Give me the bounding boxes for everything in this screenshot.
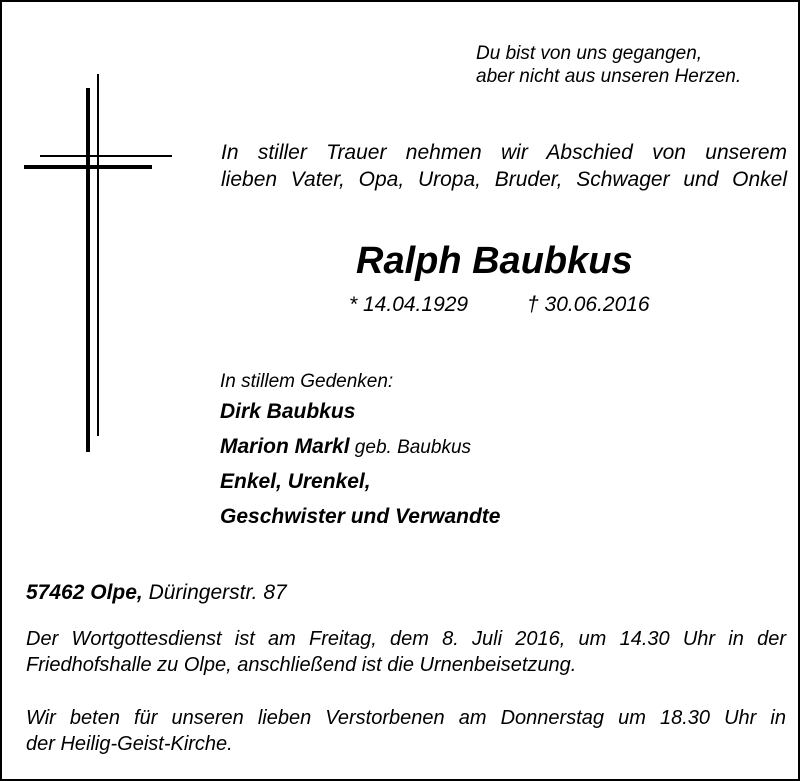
prayer-notice xyxy=(26,705,786,757)
family-address xyxy=(26,579,287,607)
intro-line-2: lieben Vater, Opa, Uropa, Bruder, Schwager und Onkel xyxy=(221,168,787,191)
memorial-quote xyxy=(476,42,741,88)
mourner-name: Geschwister und Verwandte xyxy=(220,505,501,528)
intro-text xyxy=(221,139,787,193)
service-line-2: Friedhofshalle zu Olpe, anschließend ist die Urnenbeisetzung. xyxy=(26,654,577,676)
quote-line-1: Du bist von uns gegangen, xyxy=(476,43,703,64)
service-notice xyxy=(26,626,786,678)
prayer-line-1: Wir beten für unseren lieben Verstorbenen am Donnerstag um 18.30 Uhr in xyxy=(26,707,786,729)
intro-line-1: In stiller Trauer nehmen wir Abschied von unserem xyxy=(221,141,787,164)
mourners-heading: In stillem Gedenken: xyxy=(220,371,394,392)
service-line-1: Der Wortgottesdienst ist am Freitag, dem 8. Juli 2016, um 14.30 Uhr in der xyxy=(26,628,786,650)
prayer-line-2: der Heilig-Geist-Kirche. xyxy=(26,733,233,755)
mourner-name: Enkel, Urenkel, xyxy=(220,470,371,493)
birth-date: * 14.04.1929 xyxy=(349,293,469,316)
deceased-name: Ralph Baubkus xyxy=(356,240,633,282)
mourners-block xyxy=(220,369,500,535)
address-city: 57462 Olpe, xyxy=(26,581,143,604)
death-date: † 30.06.2016 xyxy=(527,293,650,316)
mourner-name: Dirk Baubkus xyxy=(220,400,356,423)
quote-line-2: aber nicht aus unseren Herzen. xyxy=(476,66,742,87)
address-street: Düringerstr. 87 xyxy=(142,581,287,604)
mourner-name: Marion Markl geb. Baubkus xyxy=(220,435,472,458)
